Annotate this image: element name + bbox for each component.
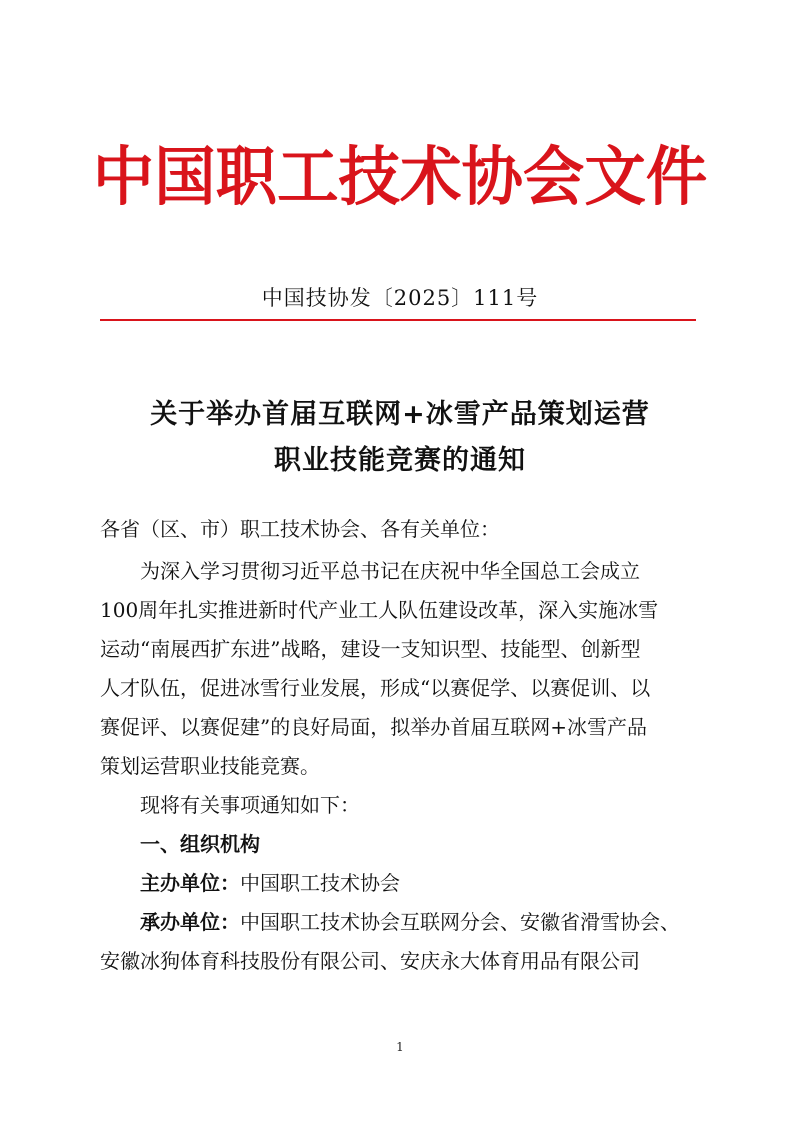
host-unit-value: 中国职工技术协会: [240, 871, 400, 895]
intro-line: 人才队伍，促进冰雪行业发展，形成“以赛促学、以赛促训、以: [100, 676, 651, 700]
organizer-unit-value: 中国职工技术协会互联网分会、安徽省滑雪协会、: [240, 910, 680, 934]
intro-line: 运动“南展西扩东进”战略，建设一支知识型、技能型、创新型: [100, 637, 641, 661]
intro-line: 策划运营职业技能竞赛。: [100, 754, 320, 778]
page-number: 1: [396, 1040, 404, 1054]
intro-line: 赛促评、以赛促建”的良好局面，拟举办首届互联网+冰雪产品: [100, 715, 647, 739]
notice-title-line-1: 关于举办首届互联网+冰雪产品策划运营: [150, 399, 650, 430]
intro-line: 为深入学习贯彻习近平总书记在庆祝中华全国总工会成立: [140, 559, 640, 583]
organizer-unit-continuation: 安徽冰狗体育科技股份有限公司、安庆永大体育用品有限公司: [100, 949, 640, 973]
document-number: 中国技协发〔2025〕111号: [261, 286, 539, 310]
red-divider: [100, 319, 696, 321]
notice-title-line-2: 职业技能竞赛的通知: [274, 445, 526, 476]
salutation: 各省（区、市）职工技术协会、各有关单位：: [100, 517, 500, 541]
org-document-title: 中国职工技术协会文件: [92, 141, 708, 215]
organizer-unit-row: [140, 906, 740, 938]
organizer-unit-label: 承办单位：: [140, 910, 240, 934]
section-heading: 一、组织机构: [140, 832, 260, 856]
intro-line: 100周年扎实推进新时代产业工人队伍建设改革，深入实施冰雪: [100, 598, 659, 622]
host-unit-row: [140, 867, 740, 899]
announce-line: 现将有关事项通知如下：: [140, 793, 360, 817]
host-unit-label: 主办单位：: [140, 871, 240, 895]
